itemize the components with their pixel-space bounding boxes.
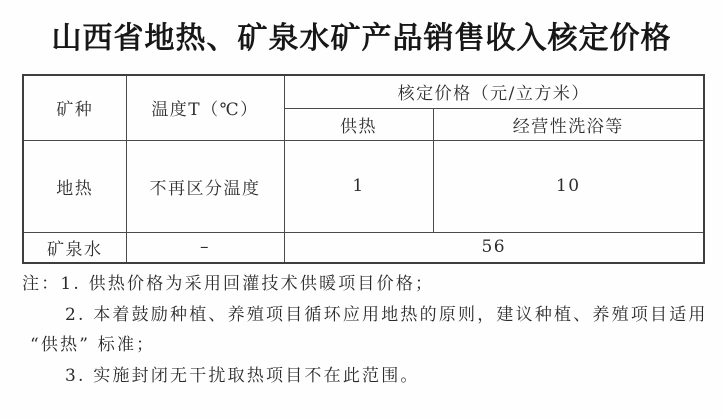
- cell-mineral-water-name: 矿泉水: [23, 232, 126, 263]
- header-temperature: 温度T（℃）: [126, 75, 284, 140]
- page-title: 山西省地热、矿泉水矿产品销售收入核定价格: [51, 21, 672, 56]
- header-approved-price-group: 核定价格（元/立方米）: [284, 75, 704, 108]
- price-table: [22, 74, 705, 264]
- note-line-1: 注：1. 供热价格为采用回灌技术供暖项目价格；: [22, 274, 435, 294]
- cell-mineral-water-merged-price: 56: [284, 232, 704, 263]
- cell-geothermal-name: 地热: [23, 140, 126, 232]
- header-commercial-bathing: 经营性洗浴等: [433, 108, 704, 140]
- cell-geothermal-bathing-price: 10: [433, 140, 704, 232]
- table-row-mineral-water: [23, 232, 704, 263]
- cell-geothermal-heating-price: 1: [284, 140, 433, 232]
- header-heating: 供热: [284, 108, 433, 140]
- note-line-2: 2. 本着鼓励种植、养殖项目循环应用地热的原则，建议种植、养殖项目适用: [65, 304, 708, 325]
- cell-mineral-water-temperature: –: [126, 232, 284, 263]
- table-header-row-1: [23, 75, 704, 108]
- note-line-3: “供热” 标准；: [30, 335, 156, 356]
- header-mineral-type: 矿种: [23, 75, 126, 140]
- table-row-geothermal: [23, 140, 704, 232]
- cell-geothermal-temperature: 不再区分温度: [126, 140, 284, 232]
- notes-block: [22, 269, 707, 391]
- note-line-4: 3. 实施封闭无干扰取热项目不在此范围。: [65, 365, 420, 386]
